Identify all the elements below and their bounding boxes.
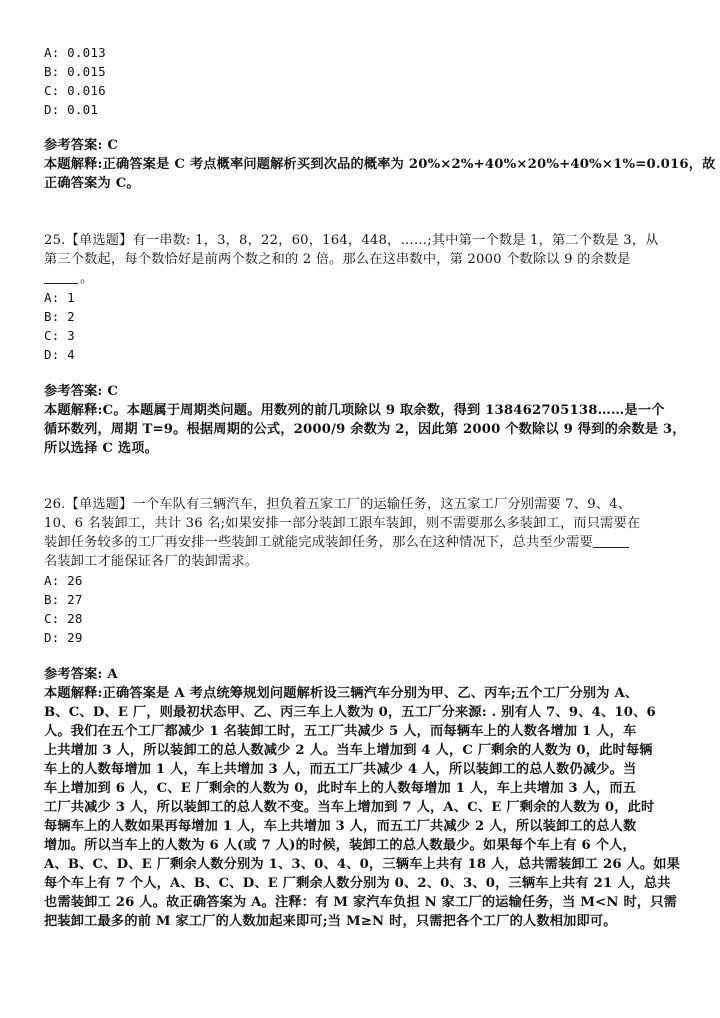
q26-explanation-line: 增加。所以当车上的人数为 6 人(或 7 人)的时候，装卸工的总人数最少。如果每个车上有 6 个人， (44, 838, 636, 853)
q25-stem-line: 第三个数起，每个数恰好是前两个数之和的 2 倍。那么在这串数中，第 2000 个数除以 9 的余数是 (44, 252, 631, 267)
q26-explanation-line: 本题解释:正确答案是 A 考点统筹规划问题解析设三辆汽车分别为甲、乙、丙车;五个工厂分别为 A、 (44, 686, 639, 701)
q24-option-c: C: 0.016 (44, 83, 106, 98)
q25-blank-line (44, 270, 93, 288)
q25-option-c: C: 3 (44, 328, 75, 343)
q26-explanation-line: A、B、C、D、E 厂剩余人数分别为 1、3、0、4、0，三辆车上共有 18 人，总共需装卸工 26 人。如果 (44, 857, 681, 872)
q25-blank-tail: 。 (80, 271, 94, 286)
q26-explanation-line: B、C、D、E 厂，则最初状态甲、乙、丙三车上人数为 0，五工厂分来源: . 别有人 7、9、4、10、6 (44, 705, 656, 720)
q26-explanation-line: 车上的人数每增加 1 人，车上共增加 3 人，而五工厂共减少 4 人，所以装卸工的总人数仍减少。当 (44, 762, 637, 777)
q26-option-d: D: 29 (44, 630, 83, 645)
q26-stem-line: 26.【单选题】一个车队有三辆汽车，担负着五家工厂的运输任务，这五家工厂分别需要 7、9、4、 (44, 497, 632, 512)
q24-explanation-line: 本题解释:正确答案是 C 考点概率问题解析买到次品的概率为 20%×2%+40%×20%+40%×1%=0.016，故 (44, 157, 716, 172)
q26-stem-line: 10、6 名装卸工，共计 36 名;如果安排一部分装卸工跟车装卸，则不需要那么多装卸工，而只需要在 (44, 516, 641, 531)
q24-option-b: B: 0.015 (44, 64, 106, 79)
q26-option-b: B: 27 (44, 592, 83, 607)
q26-option-a: A: 26 (44, 573, 83, 588)
q26-answer: 参考答案: A (44, 667, 118, 682)
q26-option-c: C: 28 (44, 611, 83, 626)
q26-stem-line (44, 534, 629, 552)
q25-option-b: B: 2 (44, 309, 75, 324)
q25-answer: 参考答案: C (44, 384, 119, 399)
q24-answer: 参考答案: C (44, 138, 119, 153)
answer-blank (44, 270, 78, 284)
q24-option-a: A: 0.013 (44, 45, 106, 60)
q25-stem-line: 25.【单选题】有一串数: 1，3，8，22，60，164，448，……;其中第一个数是 1，第二个数是 3，从 (44, 233, 659, 248)
q25-explanation-line: 所以选择 C 选项。 (44, 441, 158, 456)
q25-explanation-line: 循环数列，周期 T=9。根据周期的公式，2000/9 余数为 2，因此第 2000 个数除以 9 得到的余数是 3， (44, 422, 686, 437)
q26-explanation-line: 车上增加到 6 人，C、E 厂剩余的人数为 0，此时车上的人数每增加 1 人，车上共增加 3 人，而五 (44, 781, 637, 796)
q26-explanation-line: 把装卸工最多的前 M 家工厂的人数加起来即可;当 M≥N 时，只需把各个工厂的人数相加即可。 (44, 914, 617, 929)
q26-explanation-line: 工厂共减少 3 人，所以装卸工的总人数不变。当车上增加到 7 人，A、C、E 厂剩余的人数为 0，此时 (44, 800, 655, 815)
q26-stem-text: 装卸任务较多的工厂再安排一些装卸工就能完成装卸任务，那么在这种情况下，总共至少需要 (44, 535, 593, 550)
q25-option-a: A: 1 (44, 290, 75, 305)
q26-explanation-line: 也需装卸工 26 人。故正确答案为 A。注释：有 M 家汽车负担 N 家工厂的运输任务，当 M<N 时，只需 (44, 895, 677, 910)
q26-explanation-line: 人。我们在五个工厂都减少 1 名装卸工时，五工厂共减少 5 人，而每辆车上的人数各增加 1 人，车 (44, 724, 637, 739)
q26-explanation-line: 上共增加 3 人，所以装卸工的总人数减少 2 人。当车上增加到 4 人，C 厂剩余的人数为 0，此时每辆 (44, 743, 653, 758)
q24-option-d: D: 0.01 (44, 102, 99, 117)
q25-option-d: D: 4 (44, 347, 75, 362)
q26-explanation-line: 每个车上有 7 个人，A、B、C、D、E 厂剩余人数分别为 0、2、0、3、0，三辆车上共有 21 人，总共 (44, 876, 671, 891)
q24-explanation-line: 正确答案为 C。 (44, 176, 140, 191)
q26-explanation-line: 每辆车上的人数如果再每增加 1 人，车上共增加 3 人，而五工厂共减少 2 人，所以装卸工的总人数 (44, 819, 637, 834)
q25-explanation-line: 本题解释:C。本题属于周期类问题。用数列的前几项除以 9 取余数，得到 138462705138……是一个 (44, 403, 665, 418)
answer-blank (593, 534, 629, 548)
q26-stem-line: 名装卸工才能保证各厂的装卸需求。 (44, 554, 259, 569)
